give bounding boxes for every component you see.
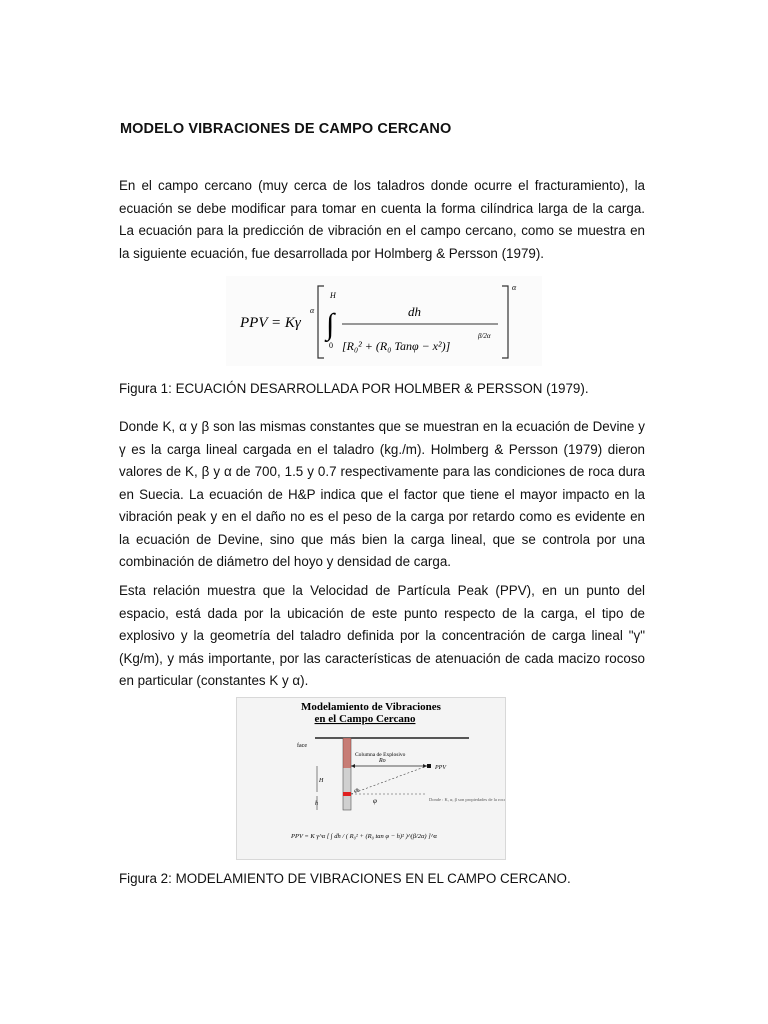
right-bracket [502, 286, 508, 358]
integral-lower-limit: 0 [329, 341, 333, 350]
page-title: MODELO VIBRACIONES DE CAMPO CERCANO [120, 121, 452, 137]
distance-dashed-line [351, 766, 427, 794]
equation-inner-exponent: β/2α [478, 332, 491, 340]
integral-icon: ∫ [326, 308, 335, 341]
figure2-heading-line2: en el Campo Cercano [314, 713, 416, 725]
equation-denominator: [R₀² + (R₀ Tanφ − x²)] [342, 339, 451, 353]
face-label: face [297, 743, 307, 749]
figure1-caption: Figura 1: ECUACIÓN DESARROLLADA POR HOLMBER & PERSSON (1979). [119, 381, 589, 396]
explosive-column-top [343, 738, 351, 768]
vibration-model-figure [236, 697, 506, 860]
equation-outer-exponent: α [512, 283, 517, 292]
paragraph-constants: Donde K, α y β son las mismas constantes que se muestran en la ecuación de Devine y γ es la carga lineal cargada en el taladro (kg./m). Holmberg & Persson (1979) dieron valores de K, β y α de 700, 1.5 y 0.7 respectivamente para las condiciones de roca dura en Suecia. La ecuación de H&P indica que el factor que tiene el mayor impacto en la vibración peak y en el daño no es el peso de la carga por retardo como es evidente en la ecuación de Devine, sino que más bien la carga lineal, que se controla por una combinación de diámetro del hoyo y densidad de carga. [119, 419, 645, 569]
left-bracket [318, 286, 324, 358]
paragraph-relation: Esta relación muestra que la Velocidad de Partícula Peak (PPV), en un punto del espacio, está dada por la ubicación de este punto respecto de la carga, el tipo de explosivo y la geometría del taladro definida por la concentración de carga lineal "γ" (Kg/m), y más importante, por las características de atenuación de cada macizo rocoso en particular (constantes K y α). [119, 583, 645, 688]
figure2-formula: PPV = K γ^α [ ∫ dh / ( R₀² + (R₀ tan φ − h)² )^(β/2α) ]^α [291, 833, 437, 840]
equation-figure [226, 276, 542, 366]
ppv-label: PPV [435, 765, 446, 771]
h-upper-label: H [319, 778, 324, 784]
equation-numerator: dh [408, 304, 421, 319]
ppv-point [427, 764, 431, 768]
paragraph-intro: En el campo cercano (muy cerca de los taladros donde ocurre el fracturamiento), la ecuación se debe modificar para tomar en cuenta la forma cilíndrica larga de la carga. La ecuación para la predicción de vibración en el campo cercano, como se muestra en la siguiente ecuación, fue desarrollada por Holmberg & Persson (1979). [119, 178, 645, 261]
equation-alpha-exponent: α [310, 306, 315, 315]
explosive-element-dh [343, 792, 351, 796]
column-label: Columna de Explosivo [355, 752, 406, 758]
figure2-caption: Figura 2: MODELAMIENTO DE VIBRACIONES EN EL CAMPO CERCANO. [119, 871, 571, 886]
equation-lhs: PPV = Kγ [240, 315, 301, 331]
ro-label: Ro [379, 758, 386, 764]
dh-label: dh [354, 788, 360, 794]
vibration-model-diagram [237, 698, 505, 859]
constants-note: Donde : K, α, β son propiedades de la roca [429, 797, 505, 802]
phi-label: φ [373, 797, 377, 805]
h-lower-label: h [315, 801, 318, 807]
equation-graphic [226, 276, 542, 366]
figure2-heading-line1: Modelamiento de Vibraciones [301, 701, 441, 713]
integral-upper-limit: H [330, 291, 336, 300]
